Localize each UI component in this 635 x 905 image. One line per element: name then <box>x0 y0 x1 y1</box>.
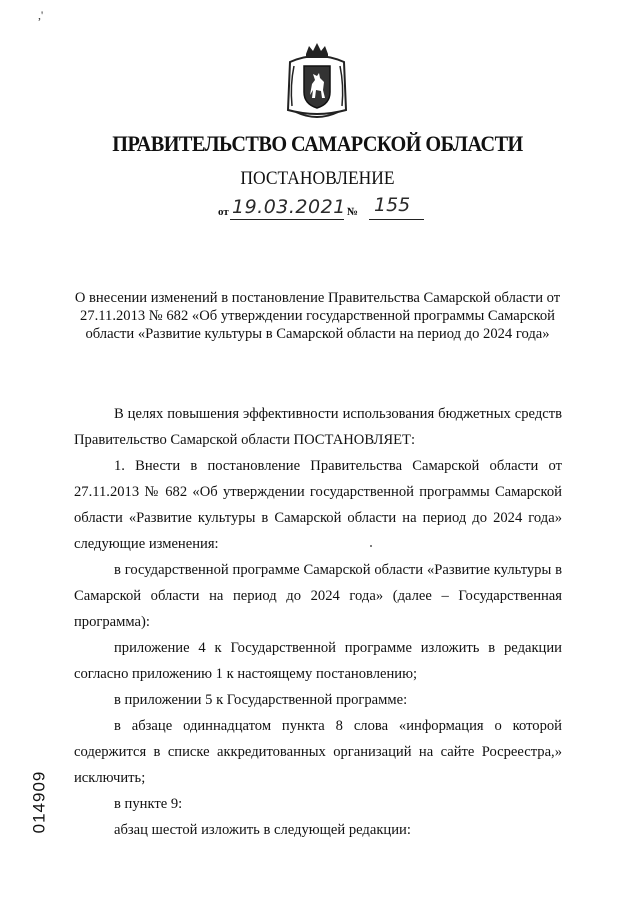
date-underline <box>230 219 344 220</box>
document-subject: О внесении изменений в постановление Правительства Самарской области от 27.11.2013 № 682 «Об утверждении государственной программы Самарской области «Развитие культуры в Самарской области на период до 2024 года» <box>74 290 561 342</box>
paragraph: В целях повышения эффективности использования бюджетных средств Правительство Самарской области ПОСТАНОВЛЯЕТ: <box>74 406 562 448</box>
paragraph: в абзаце одиннадцатом пункта 8 слова «информация о которой содержится в списке аккредитованных организаций на сайте Росреестра,» исключить; <box>74 718 562 786</box>
side-serial-number <box>30 768 58 838</box>
document-type: ПОСТАНОВЛЕНИЕ <box>240 168 395 189</box>
handwritten-date: 19.03.2021 <box>232 196 346 218</box>
paragraph: 1. Внести в постановление Правительства Самарской области от 27.11.2013 № 682 «Об утверждении государственной программы Самарской области «Развитие культуры в Самарской области на период до 2024 года» следующие изменения: <box>74 458 562 552</box>
samara-region-coat-of-arms-icon <box>282 40 352 120</box>
paragraph: в приложении 5 к Государственной программе: <box>114 692 408 708</box>
corner-mark: ,' <box>38 8 44 22</box>
date-number-line <box>212 194 432 222</box>
handwritten-number: 155 <box>374 194 411 216</box>
paragraph: приложение 4 к Государственной программе изложить в редакции согласно приложению 1 к настоящему постановлению; <box>74 640 562 682</box>
document-body <box>74 401 562 843</box>
number-label: № <box>347 206 359 218</box>
side-serial-text: 014909 <box>29 770 49 834</box>
paragraph: в пункте 9: <box>114 796 183 812</box>
scan-speck <box>370 545 372 547</box>
number-underline <box>369 219 424 220</box>
paragraph: в государственной программе Самарской области «Развитие культуры в Самарской области на период до 2024 года» (далее – Государственная программа): <box>74 562 562 630</box>
paragraph: абзац шестой изложить в следующей редакции: <box>114 822 411 838</box>
from-label: от <box>218 206 229 218</box>
government-title: ПРАВИТЕЛЬСТВО САМАРСКОЙ ОБЛАСТИ <box>112 131 523 156</box>
